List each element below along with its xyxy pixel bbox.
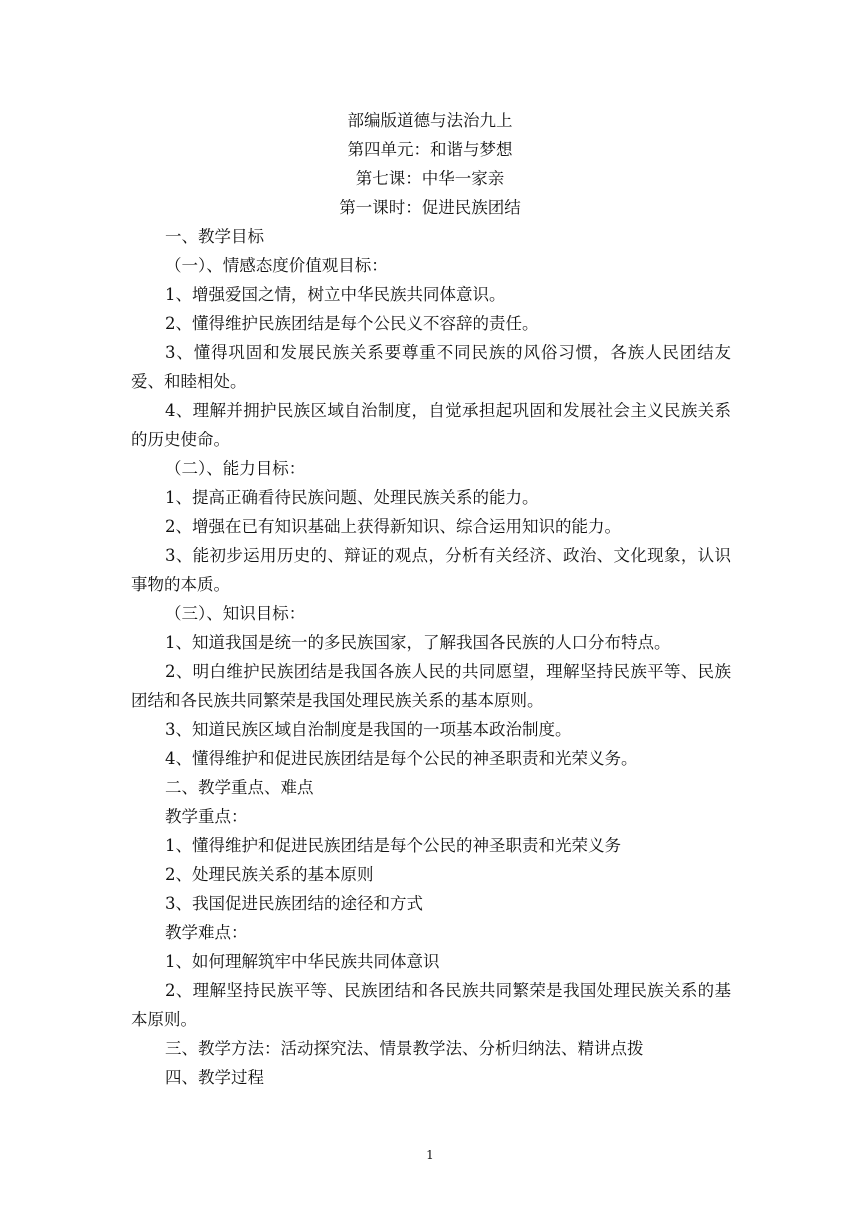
period-title: 第一课时：促进民族团结 [339, 198, 521, 217]
list-item: 1、增强爱国之情，树立中华民族共同体意识。 [165, 285, 506, 304]
list-item: 4、理解并拥护民族区域自治制度，自觉承担起巩固和发展社会主义民族关系的历史使命。 [131, 401, 731, 449]
list-item: 2、理解坚持民族平等、民族团结和各民族共同繁荣是我国处理民族关系的基本原则。 [131, 981, 731, 1029]
list-item: 3、我国促进民族团结的途径和方式 [165, 894, 423, 913]
list-item: 3、知道民族区域自治制度是我国的一项基本政治制度。 [165, 720, 572, 739]
list-item: 4、懂得维护和促进民族团结是每个公民的神圣职责和光荣义务。 [165, 749, 638, 768]
list-item: 1、提高正确看待民族问题、处理民族关系的能力。 [165, 488, 539, 507]
subsection-heading-knowledge: （三）、知识目标： [165, 604, 306, 623]
list-item: 2、处理民族关系的基本原则 [165, 865, 374, 884]
list-item: 2、懂得维护民族团结是每个公民义不容辞的责任。 [165, 314, 539, 333]
list-item: 3、能初步运用历史的、辩证的观点，分析有关经济、政治、文化现象，认识事物的本质。 [131, 546, 731, 594]
list-item: 1、知道我国是统一的多民族国家，了解我国各民族的人口分布特点。 [165, 633, 671, 652]
subsection-heading-emotional: （一）、情感态度价值观目标： [165, 256, 388, 275]
list-item: 1、如何理解筑牢中华民族共同体意识 [165, 952, 440, 971]
lesson-title: 第七课：中华一家亲 [355, 169, 505, 188]
section-heading-process: 四、教学过程 [165, 1068, 264, 1087]
section-heading-key-points: 二、教学重点、难点 [165, 778, 314, 797]
difficult-points-heading: 教学难点： [165, 923, 248, 942]
list-item: 2、明白维护民族团结是我国各族人民的共同愿望，理解坚持民族平等、民族团结和各民族共同繁荣是我国处理民族关系的基本原则。 [131, 662, 731, 710]
list-item: 3、懂得巩固和发展民族关系要尊重不同民族的风俗习惯，各族人民团结友爱、和睦相处。 [131, 343, 731, 391]
subsection-heading-ability: （二）、能力目标： [165, 459, 306, 478]
document-title-block [0, 106, 860, 222]
section-heading-methods: 三、教学方法：活动探究法、情景教学法、分析归纳法、精讲点拨 [165, 1039, 644, 1058]
section-heading-objectives: 一、教学目标 [165, 227, 264, 246]
page-number: 1 [426, 1148, 434, 1162]
unit-title: 第四单元：和谐与梦想 [347, 140, 513, 159]
textbook-title: 部编版道德与法治九上 [347, 111, 513, 130]
list-item: 1、懂得维护和促进民族团结是每个公民的神圣职责和光荣义务 [165, 836, 621, 855]
document-body [131, 222, 731, 1092]
key-points-heading: 教学重点： [165, 807, 248, 826]
list-item: 2、增强在已有知识基础上获得新知识、综合运用知识的能力。 [165, 517, 621, 536]
